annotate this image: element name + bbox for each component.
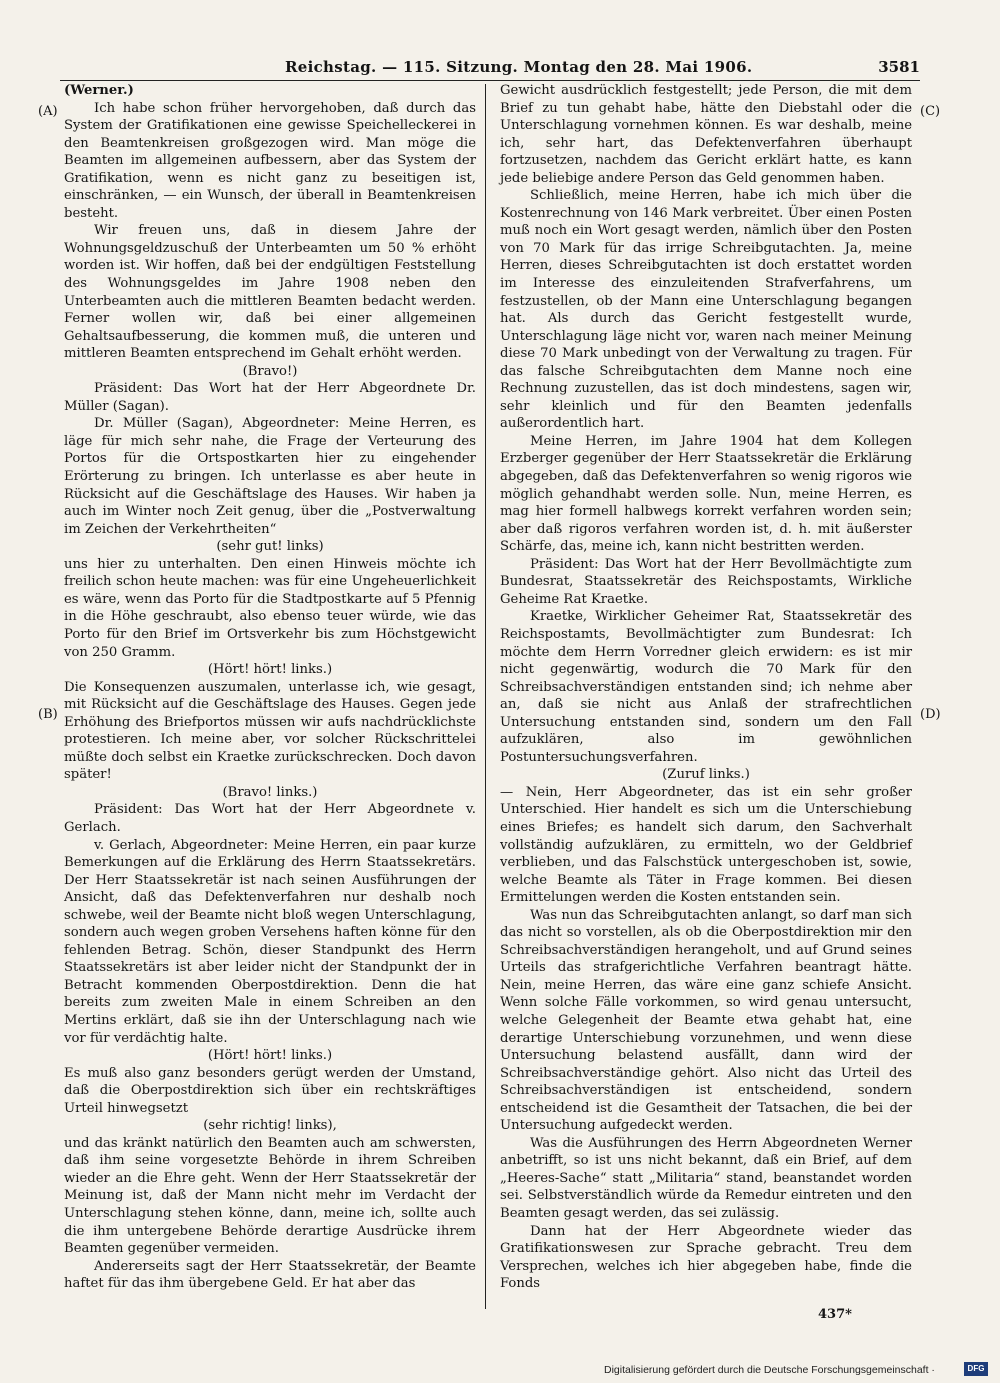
signature-mark: 437* bbox=[818, 1307, 852, 1322]
paragraph: uns hier zu unterhalten. Den einen Hinweis möchte ich freilich schon heute machen: was für eine Ungeheuerlichkeit es wäre, wenn das Porto für die Stadtpostkarte auf 5 Pfennig in die Höhe geschraubt, also ebenso teuer würde, wie das Porto für den Brief im Ortsverkehr bis zum Höchstgewicht von 250 Gramm. bbox=[64, 556, 476, 660]
margin-marker-b: (B) bbox=[38, 707, 58, 722]
paragraph: — Nein, Herr Abgeordneter, das ist ein sehr großer Unterschied. Hier handelt es sich um die Unterschiebung eines Briefes; es handelt sich darum, den Sachverhalt vollständig aufzuklären, zu ermitteln, wo der Geldbrief verblieben, und das Falschstück untergeschoben ist, sowie, welche Beamte als Täter in Frage kommen. Bei diesen Ermittelungen werden die Kosten entstanden sein. bbox=[500, 784, 912, 906]
dfg-logo: DFG bbox=[964, 1362, 988, 1376]
paragraph: Präsident: Das Wort hat der Herr Abgeordnete v. Gerlach. bbox=[64, 802, 476, 835]
margin-marker-d: (D) bbox=[920, 707, 941, 722]
paragraph: Dann hat der Herr Abgeordnete wieder das Gratifikationswesen zur Sprache gebracht. Treu dem Versprechen, welches ich hier abgegeben habe, finde die Fonds bbox=[500, 1223, 912, 1292]
paragraph: und das kränkt natürlich den Beamten auch am schwersten, daß ihm seine vorgesetzte Behörde in ihrem Schreiben wieder an die Ehre geht. Wenn der Herr Staatssekretär der Meinung ist, daß der Mann nicht mehr im Verdacht der Unterschlagung stehen könne, dann, meine ich, sollte auch die ihm untergebene Behörde derartige Ausdrücke ihrem Beamten gegenüber vermeiden. bbox=[64, 1135, 476, 1257]
interjection: (Zuruf links.) bbox=[662, 767, 750, 783]
interjection: (Bravo! links.) bbox=[222, 784, 318, 800]
right-column bbox=[500, 82, 912, 1293]
interjection: (sehr richtig! links), bbox=[203, 1118, 337, 1134]
page-header bbox=[60, 56, 920, 80]
paragraph: v. Gerlach, Abgeordneter: Meine Herren, ein paar kurze Bemerkungen auf die Erklärung des Herrn Staatssekretärs. Der Herr Staatssekretär ist nach seinen Ausführungen der Ansicht, daß das Defektenverfahren nur deshalb noch schwebe, weil der Beamte nicht bloß wegen Unterschlagung, sondern auch wegen groben Versehens haften könne für den fehlenden Betrag. Schön, dieser Standpunkt des Herrn Staatssekretärs ist aber leider nicht der Standpunkt der in Betracht kommenden Oberpostdirektion. Denn die hat bereits zum zweiten Male in einem Schreiben an den Mertins erklärt, daß sie ihn der Unterschlagung nach wie vor für verdächtig halte. bbox=[64, 837, 476, 1046]
paragraph: Wir freuen uns, daß in diesem Jahre der Wohnungsgeldzuschuß der Unterbeamten um 50 % erhöht worden ist. Wir hoffen, daß bei der endgültigen Feststellung des Wohnungsgeldes im Jahre 1908 neben den Unterbeamten auch die mittleren Beamten bedacht werden. Ferner wollen wir, daß bei einer allgemeinen Gehaltsaufbesserung, die kommen muß, die unteren und mittleren Beamten entsprechend im Gehalt erhöht werden. bbox=[64, 223, 476, 362]
paragraph: Die Konsequenzen auszumalen, unterlasse ich, wie gesagt, mit Rücksicht auf die Geschäftslage des Hauses. Gegen jede Erhöhung des Briefportos müssen wir aufs nachdrücklichste protestieren. Ich meine aber, vor solcher Rückschrittelei müßte doch selbst ein Kraetke zurückschrecken. Doch davon später! bbox=[64, 679, 476, 783]
interjection: (sehr gut! links) bbox=[216, 539, 324, 555]
page-number: 3581 bbox=[878, 58, 920, 76]
interjection: (Hört! hört! links.) bbox=[207, 1048, 333, 1064]
column-divider bbox=[485, 84, 486, 1309]
paragraph: Meine Herren, im Jahre 1904 hat dem Kollegen Erzberger gegenüber der Herr Staatssekretär die Erklärung abgegeben, daß das Defektenverfahren so wenig rigoros wie möglich gehandhabt werden solle. Nun, meine Herren, es mag hier formell halbwegs korrekt verfahren worden sein; aber daß rigoros verfahren worden ist, d. h. mit äußerster Schärfe, das, meine ich, kann nicht bestritten werden. bbox=[500, 433, 912, 555]
margin-marker-c: (C) bbox=[920, 104, 941, 119]
paragraph: Was die Ausführungen des Herrn Abgeordneten Werner anbetrifft, so ist uns nicht bekannt, daß ein Brief, auf dem „Heeres-Sache“ statt „Militaria“ stand, beanstandet worden sei. Selbstverständlich würde da Remedur eintreten und den Beamten gesagt werden, das sei zulässig. bbox=[500, 1135, 912, 1221]
interjection: (Hört! hört! links.) bbox=[207, 662, 333, 678]
header-rule bbox=[60, 80, 920, 81]
margin-marker-a: (A) bbox=[38, 104, 58, 119]
paragraph: Kraetke, Wirklicher Geheimer Rat, Staatssekretär des Reichspostamts, Bevollmächtigter zum Bundesrat: Ich möchte dem Herrn Vorredner gleich erwidern: es ist mir nicht gegenwärtig, wodurch die 70 Mark für den Schreibsachverständigen entstanden sind; ich nehme aber an, daß sie nicht aus Anlaß der strafrechtlichen Untersuchung entstanden sind, sondern um den Fall aufzuklären, also im gewöhnlichen Postuntersuchungsverfahren. bbox=[500, 609, 912, 765]
paragraph: Was nun das Schreibgutachten anlangt, so darf man sich das nicht so vorstellen, als ob die Oberpostdirektion mir den Schreibsachverständigen herangeholt, und auf Grund seines Urteils das strafgerichtliche Verfahren beantragt hätte. Nein, meine Herren, das wäre eine ganz schiefe Ansicht. Wenn solche Fälle vorkommen, so wird genau untersucht, welche Gelegenheit der Beamte etwa gehabt hat, eine derartige Unterschiebung vorzunehmen, und wenn diese Untersuchung belastend ausfällt, dann wird der Schreibsachverständige gehört. Also nicht das Urteil des Schreibsachverständigen ist entscheidend, sondern entscheidend ist die Gesamtheit der Tatsachen, die bei der Untersuchung aufgedeckt werden. bbox=[500, 907, 912, 1134]
paragraph: Andererseits sagt der Herr Staatssekretär, der Beamte haftet für das ihm übergebene Geld. Er hat aber das bbox=[64, 1258, 476, 1292]
paragraph: Ich habe schon früher hervorgehoben, daß durch das System der Gratifikationen eine gewisse Speichelleckerei in den Beamtenkreisen großgezogen wird. Man möge die Beamten im allgemeinen aufbessern, aber das System der Gratifikation, wenn es nicht ganz zu beseitigen ist, einschränken, — ein Wunsch, der überall in Beamtenkreisen besteht. bbox=[64, 100, 476, 221]
paragraph: Gewicht ausdrücklich festgestellt; jede Person, die mit dem Brief zu tun gehabt habe, hätte den Diebstahl oder die Unterschlagung vornehmen können. Es war deshalb, meine ich, sehr hart, das Defektenverfahren überhaupt fortzusetzen, nachdem das Gericht erklärt hatte, es kann jede beliebige andere Person das Geld genommen haben. bbox=[500, 83, 912, 186]
footer-credit: Digitalisierung gefördert durch die Deutsche Forschungsgemeinschaft · bbox=[604, 1364, 935, 1376]
paragraph: Präsident: Das Wort hat der Herr Abgeordnete Dr. Müller (Sagan). bbox=[64, 381, 476, 414]
paragraph: Es muß also ganz besonders gerügt werden der Umstand, daß die Oberpostdirektion sich über ein rechtskräftiges Urteil hinwegsetzt bbox=[64, 1065, 476, 1116]
interjection: (Bravo!) bbox=[242, 363, 298, 379]
speaker-name: (Werner.) bbox=[64, 83, 134, 98]
left-column bbox=[64, 82, 476, 1293]
paragraph: Dr. Müller (Sagan), Abgeordneter: Meine Herren, es läge für mich sehr nahe, die Frage der Verteurung des Portos für die Ortspostkarten hier zu eingehender Erörterung zu bringen. Ich unterlasse es aber heute in Rücksicht auf die Geschäftslage des Hauses. Wir haben ja auch im Winter noch Zeit genug, über die „Postverwaltung im Zeichen der Verkehrtheiten“ bbox=[64, 416, 476, 537]
paragraph: Schließlich, meine Herren, habe ich mich über die Kostenrechnung von 146 Mark verbreitet. Über einen Posten muß noch ein Wort gesagt werden, nämlich über den Posten von 70 Mark für das irrige Schreibgutachten. Ja, meine Herren, dieses Schreibgutachten ist doch erstattet worden im Interesse des einzuleitenden Strafverfahrens, um festzustellen, ob der Mann eine Unterschlagung begangen hat. Als durch das Gericht festgestellt wurde, Unterschlagung läge nicht vor, waren nach meiner Meinung diese 70 Mark unbedingt von der Verwaltung zu tragen. Für das falsche Schreibgutachten dem Manne noch eine Rechnung zuzustellen, das ist doch mindestens, sagen wir, sehr kleinlich und für den Beamten jedenfalls außerordentlich hart. bbox=[500, 188, 912, 432]
paragraph: Präsident: Das Wort hat der Herr Bevollmächtigte zum Bundesrat, Staatssekretär des Reichspostamts, Wirkliche Geheime Rat Kraetke. bbox=[500, 556, 912, 607]
header-title: Reichstag. — 115. Sitzung. Montag den 28. Mai 1906. bbox=[285, 58, 753, 76]
